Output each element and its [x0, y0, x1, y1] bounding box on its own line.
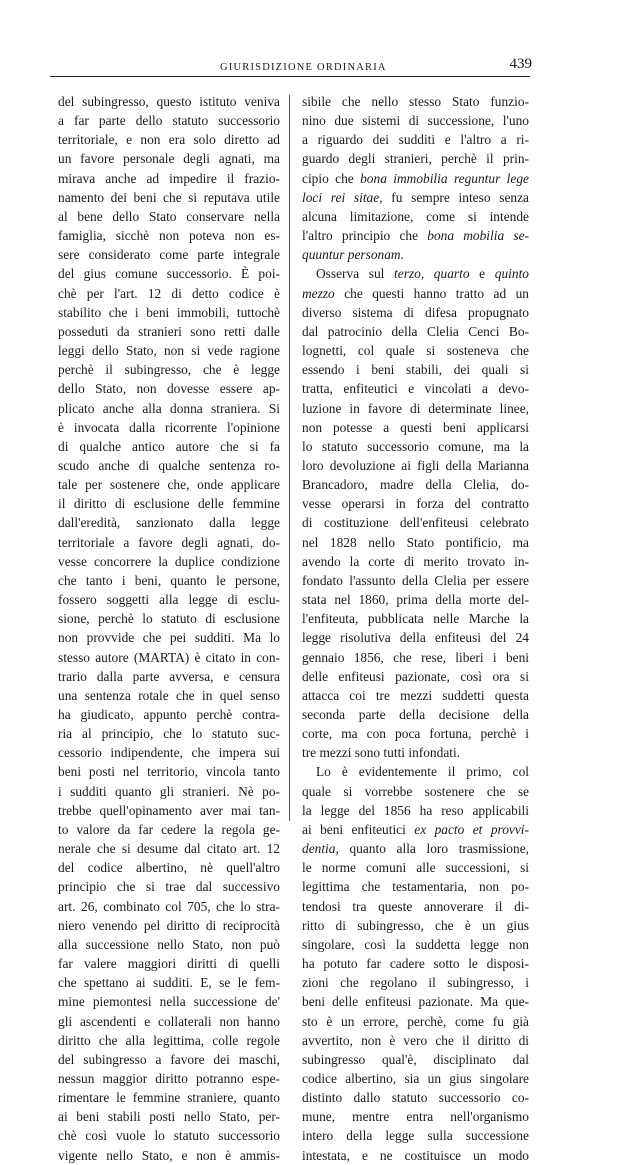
- latin-phrase: dentia: [302, 841, 336, 857]
- text-line: beni delle enfiteusi pazionate. Ma que-: [302, 994, 529, 1010]
- text-line: a far parte dello statuto successorio: [58, 113, 280, 129]
- text-line: un favore personale degli agnati, ma: [58, 151, 280, 167]
- text-line: legge risolutiva della enfiteusi del 24: [302, 630, 529, 646]
- latin-phrase: bona immobilia reguntur lege: [360, 170, 529, 186]
- text-run: Osserva sul: [316, 266, 385, 282]
- text-run: , fu sempre inteso senza: [379, 189, 529, 205]
- text-line: delle enfiteusi pazionate, così ora si: [302, 668, 529, 684]
- text-line: tale per sostenere che, onde applicare: [58, 477, 280, 493]
- text-line: a riguardo dei sudditi e l'altro a ri-: [302, 132, 529, 148]
- emphasis: mezzo: [302, 285, 335, 301]
- text-line: le norme comuni alle successioni, si: [302, 860, 529, 876]
- text-line: avendo la corte di merito trovato in-: [302, 553, 529, 569]
- text-run: cipio che: [302, 170, 354, 186]
- text-line: ai beni stabili posti nello Stato, per-: [58, 1109, 280, 1125]
- header-rule: [50, 76, 530, 77]
- text-line: ha giudicato, appunto perchè contra-: [58, 707, 280, 722]
- text-line: plicato anche alla donna straniera. Si: [58, 400, 280, 416]
- text-line: diverso sistema di difesa propugnato: [302, 304, 529, 320]
- text-line: dall'eredità, sanzionato dalla legge: [58, 515, 280, 531]
- text-line: [302, 169, 529, 188]
- text-line: dal patrocinio della Clelia Cenci Bo-: [302, 323, 529, 339]
- text-line: di costituzione dell'enfiteusi celebrato: [302, 515, 529, 531]
- text-line: una sentenza rotale che in quel senso: [58, 687, 280, 703]
- text-run: ai beni enfiteutici: [302, 821, 406, 837]
- text-line: ha potuto far cadere sotto le disposi-: [302, 956, 529, 972]
- text-line: vigente nello Stato, e non è ammis-: [58, 1147, 280, 1163]
- text-line: al bene dello Stato conservare nella: [58, 208, 280, 224]
- text-line: alla successione nello Stato, non può: [58, 936, 280, 952]
- text-line: niero venendo pel diritto di reciprocità: [58, 917, 280, 933]
- text-line: del subingresso a favore dei maschi,: [58, 1051, 280, 1067]
- text-line: legittima che testamentaria, non po-: [302, 879, 529, 895]
- text-line: non potesse a questi beni applicarsi: [302, 419, 529, 435]
- text-line: è invocata dalla ricorrente l'opinione: [58, 419, 280, 435]
- text-line: sere considerato come parte integrale: [58, 247, 280, 263]
- text-line: distinto dallo statuto successorio co-: [302, 1090, 529, 1106]
- text-line: ria al principio, che lo statuto suc-: [58, 726, 280, 742]
- text-line: dello Stato, non dovesse essere ap-: [58, 381, 280, 397]
- text-line: non provvide che pei sudditi. Ma lo: [58, 630, 280, 646]
- text-line: sibile che nello stesso Stato funzio-: [302, 94, 529, 109]
- text-line: singolare, così la suddetta legge non: [302, 936, 529, 952]
- text-line: fondato l'assunto della Clelia per essere: [302, 572, 529, 588]
- page-header: [50, 56, 530, 76]
- text-line: [302, 188, 529, 207]
- text-line: alcuna limitazione, come si intende: [302, 208, 529, 224]
- text-line: tratta, enfiteutici e vincolati a devo-: [302, 381, 529, 397]
- text-line: intero della legge sulla successione: [302, 1128, 529, 1144]
- text-line: famiglia, sicchè non poteva non es-: [58, 228, 280, 244]
- text-line: nerale che si desume dal citato art. 12: [58, 841, 280, 857]
- text-line: corte, ma con poca fortuna, perchè i: [302, 726, 529, 742]
- text-line: che spettano ai sudditi. E, se le fem-: [58, 975, 280, 991]
- text-line: [302, 820, 529, 839]
- text-line: beni posti nel territorio, vincola tanto: [58, 764, 280, 780]
- emphasis: terzo, quarto: [394, 266, 470, 282]
- text-line: di qualche antico autore che si fa: [58, 438, 280, 454]
- text-line: sto è un errore, perchè, come fu già: [302, 1013, 529, 1029]
- text-line: che tanto i beni, quanto le persone,: [58, 572, 280, 588]
- text-line: il diritto di esclusione delle femmine: [58, 496, 280, 512]
- text-line: tendosi tra queste annoverare il di-: [302, 898, 529, 914]
- text-run: l'altro principio che: [302, 228, 419, 244]
- text-line: mine piemontesi nella successione de': [58, 994, 280, 1010]
- text-run: e: [479, 266, 486, 282]
- text-run: che questi hanno tratto ad un: [344, 285, 529, 301]
- text-line: namento dei beni che si reputava utile: [58, 189, 280, 205]
- text-line: stata nel 1860, prima della morte del-: [302, 592, 529, 608]
- text-line: la legge del 1856 ha reso applicabili: [302, 802, 529, 818]
- text-line: perchè il subingresso, che è legge: [58, 362, 280, 378]
- text-line: lognetti, col quale si sosteneva che: [302, 343, 529, 359]
- latin-phrase: ex pacto et provvi-: [414, 821, 529, 837]
- latin-phrase: quuntur personam.: [302, 247, 404, 263]
- page-number: 439: [509, 56, 532, 72]
- text-line: stesso autore (MARTA) è citato in con-: [58, 649, 280, 665]
- text-line: territoriale a favore degli agnati, do-: [58, 534, 280, 550]
- text-line: Brancadoro, madre della Clelia, do-: [302, 477, 529, 493]
- text-line: nessun maggior diritto potranno espe-: [58, 1070, 280, 1086]
- text-line: principio che si trae dal successivo: [58, 879, 280, 895]
- text-line: art. 26, combinato col 705, che lo stra-: [58, 898, 280, 914]
- text-line: chè per l'art. 12 di detto codice è: [58, 285, 280, 301]
- text-line: i sudditi quanto gli stranieri. Nè po-: [58, 783, 280, 799]
- text-line: attacca coi tre mezzi suddetti questa: [302, 687, 529, 703]
- text-line: essendo i beni stabili, dei quali si: [302, 362, 529, 378]
- text-line: intestata, e ne costituisce un modo: [302, 1147, 529, 1163]
- text-line: sione, perchè lo statuto di esclusione: [58, 611, 280, 627]
- text-line: avvertito, non è vero che il diritto di: [302, 1032, 529, 1048]
- text-line: posseduti da stranieri sono retti dalle: [58, 323, 280, 339]
- emphasis: quinto: [494, 266, 529, 282]
- text-line: guardo degli stranieri, perchè il prin-: [302, 151, 529, 167]
- text-line: scudo anche di qualche sentenza ro-: [58, 457, 280, 473]
- text-line: trebbe quell'opinamento aver mai tan-: [58, 802, 280, 818]
- text-line: vesse operarsi in forza del contratto: [302, 496, 529, 512]
- text-line: [302, 284, 529, 303]
- text-line: mirava anche ad impedire il frazio-: [58, 170, 280, 186]
- text-line: chè così vuole lo statuto successorio: [58, 1128, 280, 1144]
- text-line: vesse concorrere la duplice condizione: [58, 553, 280, 569]
- running-title: GIURISDIZIONE ORDINARIA: [220, 62, 387, 73]
- text-line: leggi dello Stato, non si vede ragione: [58, 343, 280, 359]
- text-line: [302, 245, 529, 264]
- text-line: fossero soggetti alla legge di esclu-: [58, 592, 280, 608]
- text-line: luzione in favore di determinate linee,: [302, 400, 529, 416]
- column-divider: [289, 95, 290, 821]
- text-line: l'enfiteuta, pubblicata nelle Marche la: [302, 611, 529, 627]
- text-line: diritto che alla legittima, colle regole: [58, 1032, 280, 1048]
- text-line: cessorio indipendente, che impera sui: [58, 745, 280, 761]
- text-line: stabilito che i beni immobili, tuttochè: [58, 304, 280, 320]
- text-line: [302, 264, 529, 283]
- text-line: gli ascendenti e collaterali non hanno: [58, 1013, 280, 1029]
- text-run: , quanto alla loro trasmissione,: [335, 841, 529, 857]
- text-line: territoriale, e non era solo diretto ad: [58, 132, 280, 148]
- text-line: nel 1828 nello Stato pontificio, ma: [302, 534, 529, 550]
- text-line: seconda parte della decisione della: [302, 707, 529, 722]
- latin-phrase: loci rei sitae: [302, 189, 380, 205]
- text-line: loro devoluzione ai figli della Marianna: [302, 457, 529, 473]
- text-line: del codice albertino, nè quell'altro: [58, 860, 280, 876]
- text-line: subingresso qual'è, disciplinato dal: [302, 1051, 529, 1067]
- text-line: lo statuto successorio comune, ma la: [302, 438, 529, 454]
- text-line: far valere maggiori diritti di quelli: [58, 956, 280, 972]
- text-line: codice albertino, sia un gius singolare: [302, 1070, 529, 1086]
- latin-phrase: bona mobilia se-: [427, 228, 529, 244]
- left-column: [58, 92, 280, 1165]
- text-line: del gius comune successorio. È poi-: [58, 266, 280, 282]
- right-column: [302, 92, 529, 1165]
- text-line: Lo è evidentemente il primo, col: [316, 764, 529, 780]
- text-line: ritto di subingresso, che è un gius: [302, 917, 529, 933]
- text-line: zioni che regolano il subingresso, i: [302, 975, 529, 991]
- text-line: [302, 839, 529, 858]
- text-line: to valore da far cedere la regola ge-: [58, 821, 280, 837]
- text-line: quale si vorrebbe sostenere che se: [302, 783, 529, 799]
- text-line: gennaio 1856, che rese, liberi i beni: [302, 649, 529, 665]
- text-line: nino due sistemi di successione, l'uno: [302, 113, 529, 129]
- text-line: [302, 226, 529, 245]
- text-line: tre mezzi sono tutti infondati.: [302, 745, 461, 761]
- text-line: mune, mentre entra nell'organismo: [302, 1109, 529, 1125]
- text-line: rimentare le femmine straniere, quanto: [58, 1090, 280, 1106]
- text-line: del subingresso, questo istituto veniva: [58, 94, 280, 109]
- text-line: trario dalla parte avversa, e censura: [58, 668, 280, 684]
